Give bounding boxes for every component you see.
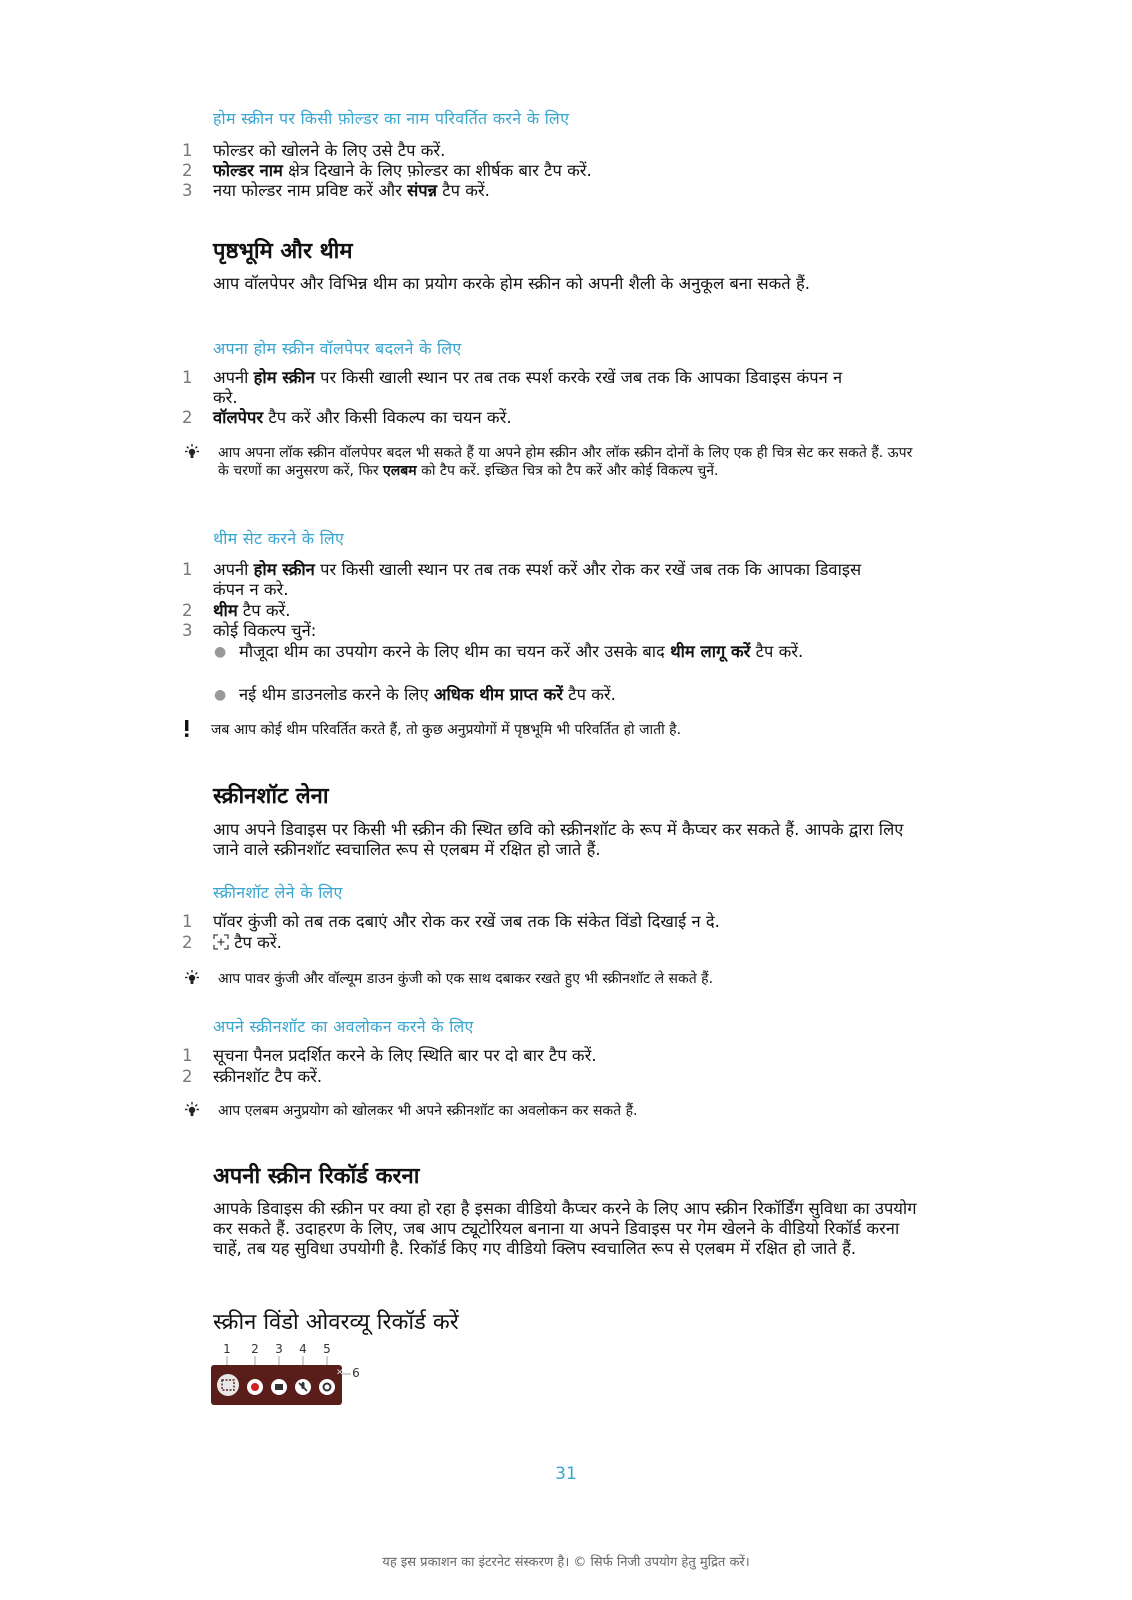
- close-icon: ✕: [336, 1368, 344, 1378]
- folder-rename-heading: होम स्क्रीन पर किसी फ़ोल्डर का नाम परिवर्तित करने के लिए: [213, 109, 570, 128]
- wallpaper-heading: अपना होम स्क्रीन वॉलपेपर बदलने के लिए: [213, 339, 462, 358]
- theme-heading: थीम सेट करने के लिए: [213, 529, 345, 548]
- callout-3: 3: [275, 1342, 283, 1356]
- callout-6: 6: [352, 1366, 360, 1380]
- record-window-figure: [205, 1340, 375, 1415]
- screenshot-capture-icon: [213, 934, 229, 950]
- settings-gear-icon: [319, 1379, 335, 1395]
- record-overview-title: स्क्रीन विंडो ओवरव्यू रिकॉर्ड करें: [213, 1310, 459, 1335]
- lightbulb-icon: [182, 1100, 202, 1120]
- lightbulb-icon: [182, 968, 202, 988]
- record-title: अपनी स्क्रीन रिकॉर्ड करना: [213, 1164, 420, 1189]
- callout-2: 2: [251, 1342, 259, 1356]
- lightbulb-icon: [182, 442, 202, 462]
- background-theme-title: पृष्ठभूमि और थीम: [213, 239, 353, 264]
- minimize-window-icon: [217, 1374, 239, 1396]
- background-theme-intro: आप वॉलपेपर और विभिन्न थीम का प्रयोग करके होम स्क्रीन को अपनी शैली के अनुकूल बना सकते हैं.: [213, 274, 810, 293]
- page-number: 31: [555, 1464, 577, 1484]
- callout-1: 1: [223, 1342, 231, 1356]
- screenshot-title: स्क्रीनशॉट लेना: [213, 784, 329, 809]
- footer-note: यह इस प्रकाशन का इंटरनेट संस्करण है। © सिर्फ निजी उपयोग हेतु मुद्रित करें।: [382, 1555, 750, 1570]
- callout-4: 4: [299, 1342, 307, 1356]
- take-screenshot-heading: स्क्रीनशॉट लेने के लिए: [213, 883, 343, 902]
- manual-page: होम स्क्रीन पर किसी फ़ोल्डर का नाम परिवर्तित करने के लिए 1 फोल्डर को खोलने के लिए उसे टैप करें. 2 फोल्डर नाम क्षेत्र दिखाने के लिए फ़ोल्डर का शीर्षक बार टैप करें. 3 नया फोल्डर नाम प्रविष्ट करें और संपन्न टैप करें. पृष्ठभूमि और थीम आप वॉलपेपर और विभिन्न थीम का प्रयोग करके होम स्क्रीन को अपनी शैली के अनुकूल बना सकते हैं. अपना होम स्क्रीन वॉलपेपर बदलने के लिए 1 अपनी होम स्क्रीन पर किसी खाली स्थान पर तब तक स्पर्श करके रखें जब तक कि आपका डिवाइस कंपन न करे. 2 वॉलपेपर टैप करें और किसी विकल्प का चयन करें. आप अपना लॉक स्क्रीन वॉलपेपर बदल भी सकते हैं या अपने होम स्क्रीन और लॉक स्क्रीन दोनों के लिए एक ही चित्र सेट कर सकते हैं. ऊपर के चरणों का अनुसरण करें, फिर एलबम को टैप करें. इच्छित चित्र को टैप करें और कोई विकल्प चुनें. थीम सेट करने के लिए 1 अपनी होम स्क्रीन पर किसी खाली स्थान पर तब तक स्पर्श करें और रोक कर रखें जब तक कि आपका डिवाइस कंपन न करे. 2 थीम टैप करें. 3 कोई विकल्प चुनें: ● मौजूदा थीम का उपयोग करने के लिए थीम का चयन करें और उसके बाद थीम लागू करें टैप करें. ● नई थीम डाउनलोड करने के लिए अधिक थीम प्राप्त करें टैप करें. जब आप कोई थीम परिवर्तित करते हैं, तो कुछ अनुप्रयोगों में पृष्ठभूमि भी परिवर्तित हो जाती है. स्क्रीनशॉट लेना आप अपने डिवाइस पर किसी भी स्क्रीन की स्थित छवि को स्क्रीनशॉट के रूप में कैप्चर कर सकते हैं. आपके द्वारा लिए जाने वाले स्क्रीनशॉट स्वचालित रूप से एलबम में रक्षित हो जाते हैं. स्क्रीनशॉट लेने के लिए 1 पॉवर कुंजी को तब तक दबाएं और रोक कर रखें जब तक कि संकेत विंडो दिखाई न दे. 2 टैप करें. आप पावर कुंजी और वॉल्यूम डाउन कुंजी को एक साथ दबाकर रखते हुए भी स्क्रीनशॉट ले सकते हैं. अपने स्क्रीनशॉट का अवलोकन करने के लिए 1 सूचना पैनल प्रदर्शित करने के लिए स्थिति बार पर दो बार टैप करें. 2 स्क्रीनशॉट टैप करें. आप एलबम अनुप्रयोग को खोलकर भी अपने स्क्रीनशॉट का अवलोकन कर सकते हैं. अपनी स्क्रीन रिकॉर्ड करना आपके डिवाइस की स्क्रीन पर क्या हो रहा है इसका वीडियो कैप्चर करने के लिए आप स्क्रीन रिकॉर्डिंग सुविधा का उपयोग कर सकते हैं. उदाहरण के लिए, जब आप ट्यूटोरियल बनाना या अपने डिवाइस पर गेम खेलने के वीडियो रिकॉर्ड करना चाहें, तब यह सुविधा उपयोगी है. रिकॉर्ड किए गए वीडियो क्लिप स्वचालित रूप से एलबम में रक्षित हो जाते हैं. स्क्रीन विंडो ओवरव्यू रिकॉर्ड करें 1 2 3 4 5 6 ✕ 31 यह इस प्रकाशन का इंटरनेट संस्करण है। © सिर्फ निजी उपयोग हेतु मुद्रित करें।: [0, 0, 1132, 1600]
- exclamation-icon: [182, 719, 202, 739]
- screenshot-intro: आप अपने डिवाइस पर किसी भी स्क्रीन की स्थित छवि को स्क्रीनशॉट के रूप में कैप्चर कर सकते हैं. आपके द्वारा लिए जाने वाले स्क्रीनशॉट स्वचालित रूप से एलबम में रक्षित हो जाते हैं.: [213, 820, 904, 859]
- view-screenshot-heading: अपने स्क्रीनशॉट का अवलोकन करने के लिए: [213, 1017, 474, 1036]
- callout-5: 5: [323, 1342, 331, 1356]
- record-intro: आपके डिवाइस की स्क्रीन पर क्या हो रहा है इसका वीडियो कैप्चर करने के लिए आप स्क्रीन रिकॉर्डिंग सुविधा का उपयोग कर सकते हैं. उदाहरण के लिए, जब आप ट्यूटोरियल बनाना या अपने डिवाइस पर गेम खेलने के वीडियो रिकॉर्ड करना चाहें, तब यह सुविधा उपयोगी है. रिकॉर्ड किए गए वीडियो क्लिप स्वचालित रूप से एलबम में रक्षित हो जाते हैं.: [213, 1199, 917, 1258]
